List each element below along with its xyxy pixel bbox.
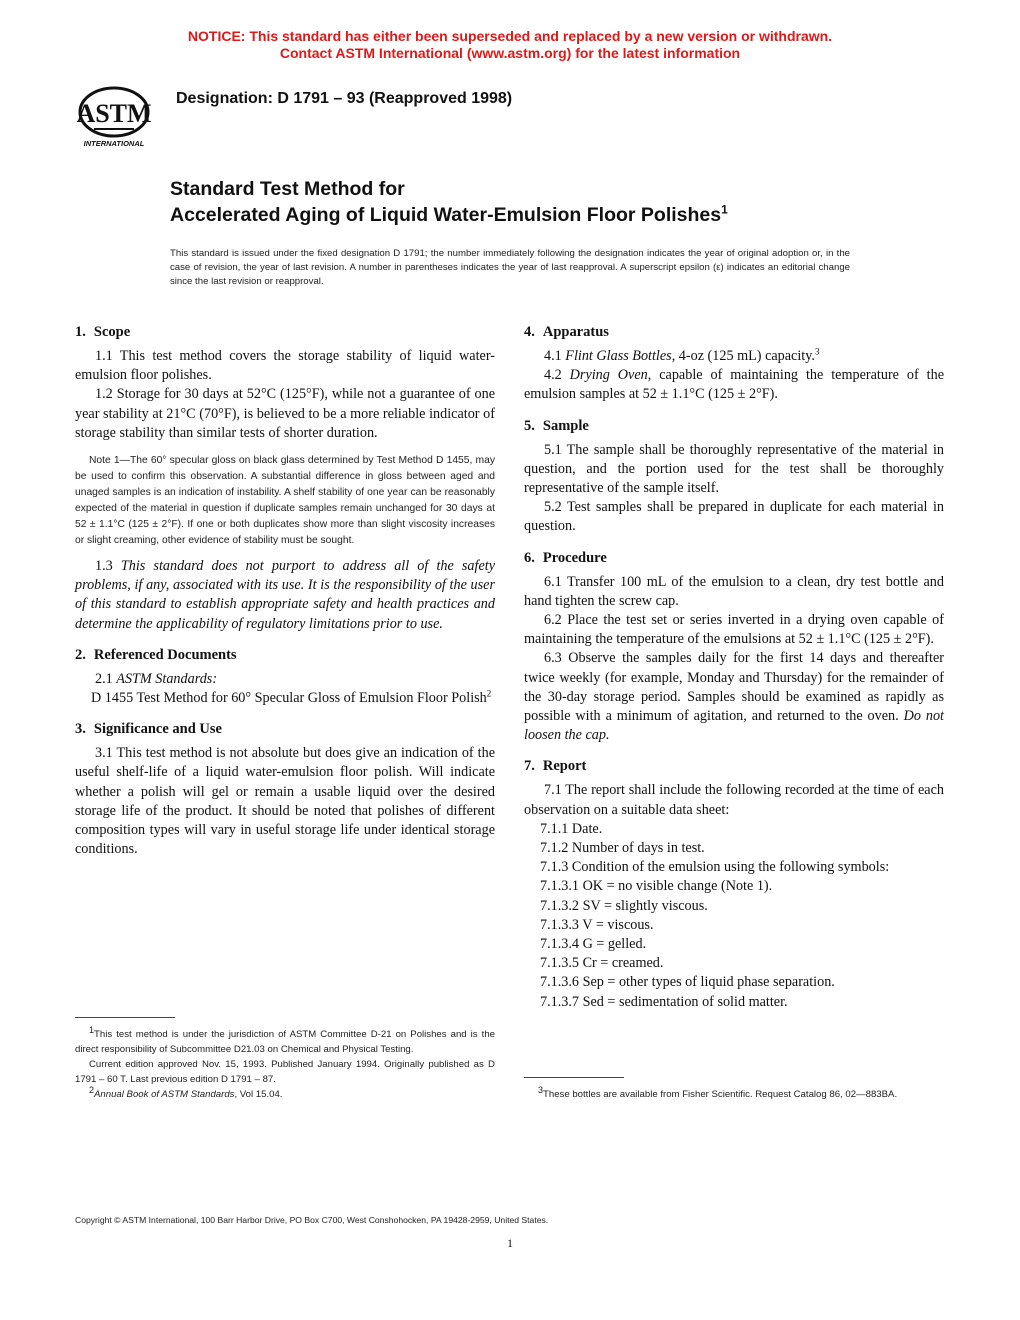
paragraph-2-1: 2.1 ASTM Standards: xyxy=(95,670,218,687)
page-number: 1 xyxy=(507,1236,513,1250)
paragraph-6-3: 6.3 Observe the samples daily for the first 14 days and thereafter twice weekly (for example, Monday and Thursday) for the remainder of the 30-day storage period. Samples should be examined as rapidly as possible with a minimum of agitation, and returned to the oven. Do not loosen the cap. xyxy=(524,650,944,744)
footnote-2: $^2$Annual Book of ASTM Standards, Vol 15.04. xyxy=(89,1084,283,1100)
designation: Designation: D 1791 – 93 (Reapproved 1998) xyxy=(176,90,513,107)
list-item: 7.1.2 Number of days in test. xyxy=(540,840,705,857)
footnote-divider-left xyxy=(75,1017,175,1018)
paragraph-4-2: 4.2 Drying Oven, capable of maintaining the temperature of the emulsion samples at 52 ± 1.1°C (125 ± 2°F). xyxy=(524,367,944,403)
note-1: Note 1—The 60° specular gloss on black glass determined by Test Method D 1455, may be used to confirm this observation. A substantial difference in gloss between aged and unaged samples is an indication of instability. A shelf stability of one year can be reasonably expected of the material in question if duplicate samples remain unchanged for 30 days at 52 ± 1.1°C (125 ± 2°F). If one or both duplicates show more than slight viscosity increases or slight creaming, other evidence of stability must be sought. xyxy=(75,455,495,547)
section-heading: 7. Report xyxy=(524,758,587,775)
paragraph-5-2: 5.2 Test samples shall be prepared in duplicate for each material in question. xyxy=(524,499,944,535)
section-heading: 6. Procedure xyxy=(524,549,607,566)
title-line-2: Accelerated Aging of Liquid Water-Emulsion Floor Polishes$^1$ xyxy=(170,202,728,226)
section-heading: 5. Sample xyxy=(524,417,589,434)
section-heading: 3. Significance and Use xyxy=(75,721,222,738)
logo-text: INTERNATIONAL xyxy=(83,139,145,148)
section-heading: 4. Apparatus xyxy=(524,324,609,340)
title-footnote-ref: 1 xyxy=(721,202,728,217)
astm-logo-icon xyxy=(74,84,162,148)
paragraph-1-2: 1.2 Storage for 30 days at 52°C (125°F), while not a guarantee of one year stability at 21°C (70°F), is believed to be a more reliable indicator of storage stability than similar tests of shorter duration. xyxy=(75,386,495,441)
footnotes-left xyxy=(75,1024,495,1102)
left-column xyxy=(75,323,495,871)
section-referenced-documents xyxy=(75,646,495,708)
section-procedure xyxy=(524,549,944,746)
list-item: 7.1.3.2 SV = slightly viscous. xyxy=(540,897,708,914)
section-significance xyxy=(75,720,495,859)
issue-note: This standard is issued under the fixed designation D 1791; the number immediately following the designation indicates the year of original adoption or, in the case of revision, the year of last revision. A number in parentheses indicates the year of last reapproval. A superscript epsilon (ε) indicates an editorial change since the last revision or reapproval. xyxy=(170,248,850,287)
section-scope xyxy=(75,323,495,634)
section-sample xyxy=(524,417,944,537)
paragraph-5-1: 5.1 The sample shall be thoroughly representative of the material in question, and the portion used for the test shall be thoroughly representative of the sample itself. xyxy=(524,441,944,497)
notice-line-2: Contact ASTM International (www.astm.org) for the latest information xyxy=(279,45,741,61)
list-item: 7.1.3.3 V = viscous. xyxy=(540,916,654,933)
list-item: 7.1.3.1 OK = no visible change (Note 1). xyxy=(540,878,773,895)
copyright-footer: Copyright © ASTM International, 100 Barr Harbor Drive, PO Box C700, West Conshohocken, PA 19428-2959, United States. xyxy=(75,1215,549,1225)
footnotes-right xyxy=(524,1084,944,1102)
svg-text:ASTM: ASTM xyxy=(76,99,152,128)
withdrawn-notice xyxy=(0,28,1020,62)
list-item: 7.1.1 Date. xyxy=(540,820,603,837)
paragraph-1-1: 1.1 This test method covers the storage stability of liquid water-emulsion floor polishes. xyxy=(75,348,495,384)
footnote-divider-right xyxy=(524,1077,624,1078)
list-item: 7.1.3.7 Sed = sedimentation of solid matter. xyxy=(540,993,788,1010)
paragraph-1-3: 1.3 This standard does not purport to address all of the safety problems, if any, associated with its use. It is the responsibility of the user of this standard to establish appropriate safety and health practices and determine the applicability of regulatory limitations prior to use. xyxy=(75,558,495,632)
footnote-1: $^1$This test method is under the jurisdiction of ASTM Committee D-21 on Polishes and is the direct responsibility of Subcommittee D21.03 on Chemical and Physical Testing. xyxy=(75,1024,495,1055)
list-item: 7.1.3.5 Cr = creamed. xyxy=(540,955,664,972)
footnote-1-continued: Current edition approved Nov. 15, 1993. Published January 1994. Originally published as D 1791 – 60 T. Last previous edition D 1791 – 87. xyxy=(75,1059,495,1085)
section-report xyxy=(524,757,944,1011)
astm-logo xyxy=(74,84,162,148)
list-item: 7.1.3.4 G = gelled. xyxy=(540,936,647,953)
list-item: 7.1.3.6 Sep = other types of liquid phase separation. xyxy=(540,974,835,991)
section-heading: 1. Scope xyxy=(75,324,131,340)
paragraph-3-1: 3.1 This test method is not absolute but does give an indication of the useful shelf-life of a liquid water-emulsion floor polish. Will indicate whether a polish will gel or remain a usable liquid over the desired storage life of the product. It should be noted that polishes of different composition types will vary in useful storage life under identical storage conditions. xyxy=(75,745,495,858)
reference-d1455: D 1455 Test Method for 60° Specular Gloss of Emulsion Floor Polish$^2$ xyxy=(91,688,492,707)
paragraph-6-1: 6.1 Transfer 100 mL of the emulsion to a clean, dry test bottle and hand tighten the screw cap. xyxy=(524,573,944,609)
section-heading: 2. Referenced Documents xyxy=(75,646,237,663)
paragraph-7-1: 7.1 The report shall include the following recorded at the time of each observation on a suitable data sheet: xyxy=(524,782,944,818)
section-apparatus xyxy=(524,323,944,405)
footnote-3: $^3$These bottles are available from Fisher Scientific. Request Catalog 86, 02—883BA. xyxy=(538,1084,898,1100)
paragraph-4-1: 4.1 Flint Glass Bottles, 4-oz (125 mL) capacity.$^3$ xyxy=(544,346,820,364)
paragraph-6-2: 6.2 Place the test set or series inverted in a drying oven capable of maintaining the temperature of the emulsions at 52 ± 1.1°C (125 ± 2°F). xyxy=(524,612,944,648)
document-title xyxy=(170,176,728,228)
list-item: 7.1.3 Condition of the emulsion using the following symbols: xyxy=(540,859,890,876)
right-column xyxy=(524,323,944,1024)
title-line-1: Standard Test Method for xyxy=(170,178,405,200)
notice-line-1: NOTICE: This standard has either been superseded and replaced by a new version or withdrawn. xyxy=(187,28,833,44)
